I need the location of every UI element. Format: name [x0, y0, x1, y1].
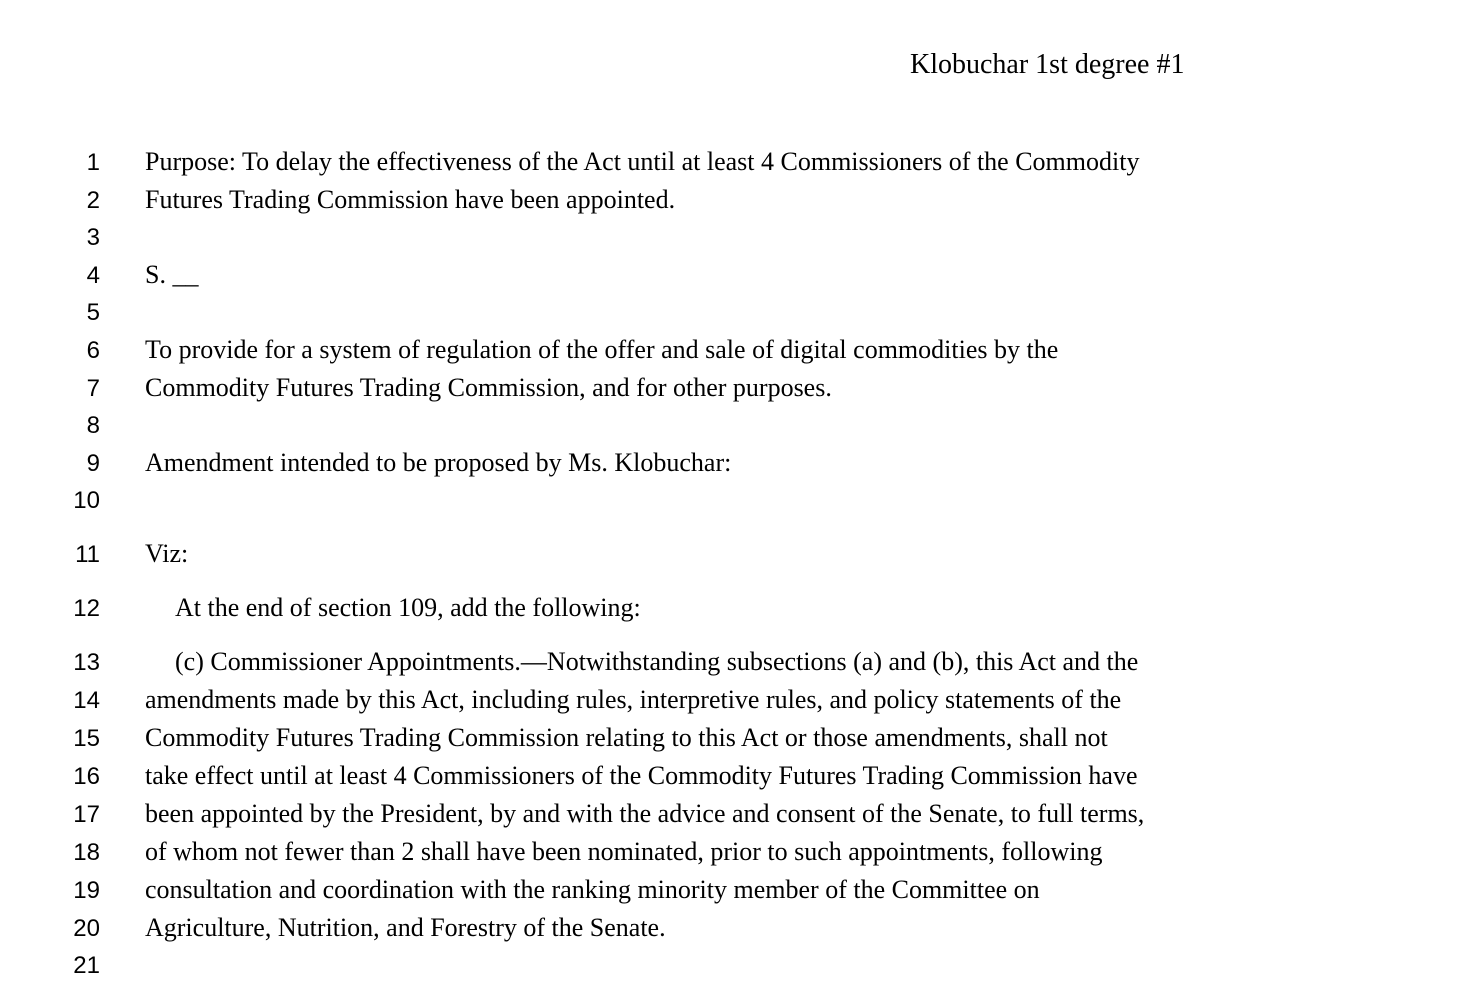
- line-text: consultation and coordination with the ranking minority member of the Committee on: [145, 875, 1040, 904]
- line-row: [0, 833, 1462, 871]
- line-text: Agriculture, Nutrition, and Forestry of the Senate.: [145, 913, 666, 942]
- line-row: [0, 143, 1462, 181]
- line-number: 12: [73, 595, 100, 622]
- line-number: 15: [73, 725, 100, 752]
- line-number: 4: [86, 262, 100, 289]
- line-number: 10: [73, 487, 100, 514]
- line-number: 3: [86, 224, 100, 251]
- line-number: 19: [73, 877, 100, 904]
- line-text: Amendment intended to be proposed by Ms. Klobuchar:: [145, 448, 732, 477]
- line-text: Commodity Futures Trading Commission, and for other purposes.: [145, 373, 832, 402]
- line-number: 5: [86, 299, 100, 326]
- line-row: [0, 444, 1462, 482]
- line-text: Futures Trading Commission have been appointed.: [145, 185, 676, 214]
- line-row: [0, 947, 1462, 984]
- line-number: 21: [73, 952, 100, 979]
- line-row: [0, 589, 1462, 627]
- line-number: 1: [86, 149, 100, 176]
- line-row: [0, 369, 1462, 407]
- line-number: 18: [73, 839, 100, 866]
- line-text: S. __: [145, 260, 199, 289]
- line-row: [0, 719, 1462, 757]
- line-row: [0, 331, 1462, 369]
- line-text: Commodity Futures Trading Commission relating to this Act or those amendments, shall not: [145, 723, 1108, 752]
- document-title: Klobuchar 1st degree #1: [910, 49, 1185, 80]
- line-number: 7: [86, 375, 100, 402]
- line-text: amendments made by this Act, including rules, interpretive rules, and policy statements of the: [145, 685, 1122, 714]
- line-number: 2: [86, 187, 100, 214]
- line-row: [0, 757, 1462, 795]
- line-row: [0, 181, 1462, 219]
- line-text: Viz:: [145, 539, 189, 568]
- line-row: [0, 681, 1462, 719]
- line-number: 17: [73, 801, 100, 828]
- line-text: of whom not fewer than 2 shall have been nominated, prior to such appointments, following: [145, 837, 1103, 866]
- line-number: 8: [86, 412, 100, 439]
- line-row: [0, 795, 1462, 833]
- line-text: To provide for a system of regulation of the offer and sale of digital commodities by the: [145, 335, 1059, 364]
- line-text: take effect until at least 4 Commissioners of the Commodity Futures Trading Commission have: [145, 761, 1138, 790]
- line-row: [0, 643, 1462, 681]
- line-row: [0, 482, 1462, 519]
- line-row: [0, 909, 1462, 947]
- line-text: been appointed by the President, by and with the advice and consent of the Senate, to full terms,: [145, 799, 1145, 828]
- line-number: 20: [73, 915, 100, 942]
- document-lines: [0, 143, 1462, 984]
- line-number: 11: [75, 541, 100, 568]
- line-row: [0, 256, 1462, 294]
- line-row: [0, 407, 1462, 444]
- line-row: [0, 535, 1462, 573]
- line-number: 9: [86, 450, 100, 477]
- line-row: [0, 871, 1462, 909]
- line-number: 6: [86, 337, 100, 364]
- line-text: Purpose: To delay the effectiveness of the Act until at least 4 Commissioners of the Commodity: [145, 147, 1140, 176]
- line-number: 14: [73, 687, 100, 714]
- line-row: [0, 219, 1462, 256]
- line-number: 16: [73, 763, 100, 790]
- line-number: 13: [73, 649, 100, 676]
- line-text: At the end of section 109, add the following:: [175, 593, 641, 622]
- line-row: [0, 294, 1462, 331]
- line-text: (c) Commissioner Appointments.—Notwithstanding subsections (a) and (b), this Act and the: [175, 647, 1139, 676]
